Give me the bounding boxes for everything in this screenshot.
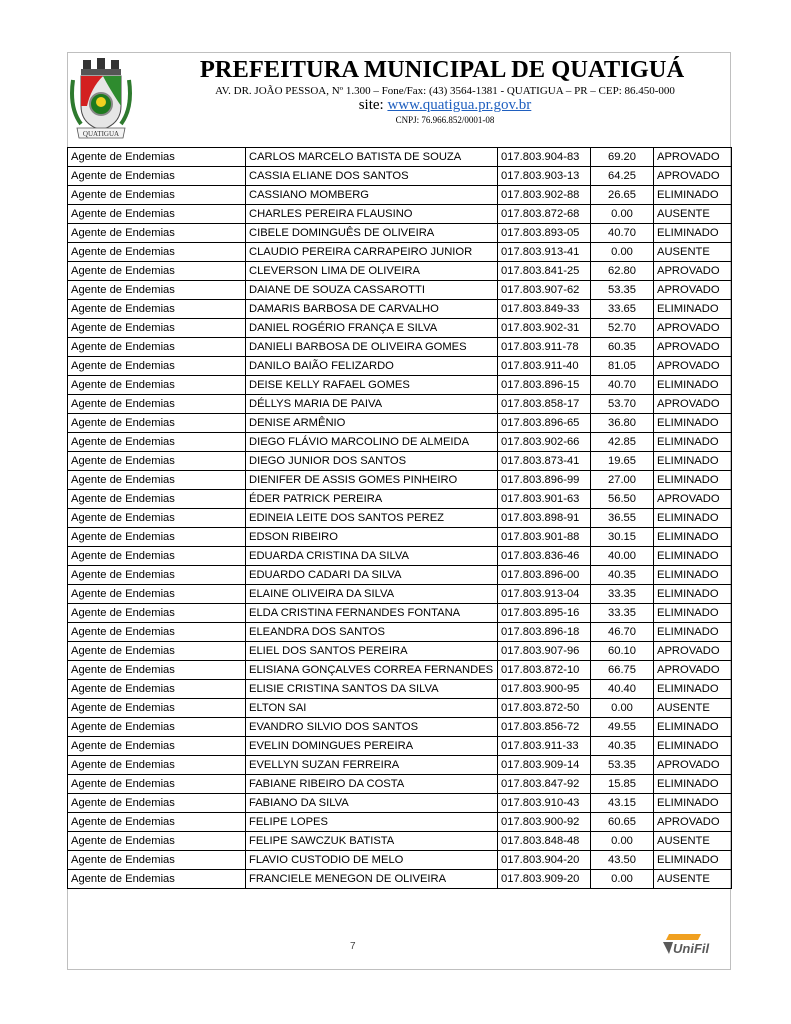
cell-situacao: ELIMINADO <box>654 566 732 585</box>
cell-cargo: Agente de Endemias <box>68 148 246 167</box>
table-row <box>68 737 732 756</box>
cell-cargo: Agente de Endemias <box>68 357 246 376</box>
cell-nome: CHARLES PEREIRA FLAUSINO <box>246 205 498 224</box>
cell-nome: FELIPE SAWCZUK BATISTA <box>246 832 498 851</box>
cell-inscricao: 017.803.903-13 <box>498 167 591 186</box>
cell-nota: 40.70 <box>591 376 654 395</box>
cell-nota: 53.70 <box>591 395 654 414</box>
cell-nota: 64.25 <box>591 167 654 186</box>
cell-nota: 66.75 <box>591 661 654 680</box>
cell-nome: DIENIFER DE ASSIS GOMES PINHEIRO <box>246 471 498 490</box>
cell-nota: 43.50 <box>591 851 654 870</box>
cell-nome: EVELIN DOMINGUES PEREIRA <box>246 737 498 756</box>
svg-text:QUATIGUA: QUATIGUA <box>82 130 120 138</box>
cell-inscricao: 017.803.911-40 <box>498 357 591 376</box>
cell-nota: 56.50 <box>591 490 654 509</box>
cell-nome: DIEGO JUNIOR DOS SANTOS <box>246 452 498 471</box>
cell-inscricao: 017.803.896-15 <box>498 376 591 395</box>
table-row <box>68 509 732 528</box>
cell-nota: 69.20 <box>591 148 654 167</box>
table-row <box>68 870 732 889</box>
cell-nota: 40.35 <box>591 566 654 585</box>
cell-nota: 42.85 <box>591 433 654 452</box>
cell-inscricao: 017.803.872-68 <box>498 205 591 224</box>
cell-nome: FLAVIO CUSTODIO DE MELO <box>246 851 498 870</box>
table-row <box>68 262 732 281</box>
cell-nome: CLEVERSON LIMA DE OLIVEIRA <box>246 262 498 281</box>
cell-nota: 40.35 <box>591 737 654 756</box>
cell-nome: FELIPE LOPES <box>246 813 498 832</box>
cell-cargo: Agente de Endemias <box>68 699 246 718</box>
cell-nome: CLAUDIO PEREIRA CARRAPEIRO JUNIOR <box>246 243 498 262</box>
cell-inscricao: 017.803.847-92 <box>498 775 591 794</box>
cell-situacao: AUSENTE <box>654 699 732 718</box>
cell-nota: 36.80 <box>591 414 654 433</box>
cell-nota: 53.35 <box>591 281 654 300</box>
cnpj-line: CNPJ: 76.966.852/0001-08 <box>395 115 495 125</box>
cell-nota: 0.00 <box>591 832 654 851</box>
cell-nota: 36.55 <box>591 509 654 528</box>
cell-nota: 40.40 <box>591 680 654 699</box>
cell-situacao: APROVADO <box>654 395 732 414</box>
cell-situacao: APROVADO <box>654 338 732 357</box>
cell-inscricao: 017.803.913-04 <box>498 585 591 604</box>
table-row <box>68 167 732 186</box>
table-row <box>68 851 732 870</box>
cell-inscricao: 017.803.872-10 <box>498 661 591 680</box>
cell-cargo: Agente de Endemias <box>68 414 246 433</box>
cell-cargo: Agente de Endemias <box>68 528 246 547</box>
cell-cargo: Agente de Endemias <box>68 243 246 262</box>
cell-cargo: Agente de Endemias <box>68 642 246 661</box>
cell-cargo: Agente de Endemias <box>68 737 246 756</box>
cell-cargo: Agente de Endemias <box>68 433 246 452</box>
cell-inscricao: 017.803.911-33 <box>498 737 591 756</box>
table-row <box>68 490 732 509</box>
cell-nome: ELIEL DOS SANTOS PEREIRA <box>246 642 498 661</box>
cell-inscricao: 017.803.913-41 <box>498 243 591 262</box>
cell-cargo: Agente de Endemias <box>68 319 246 338</box>
table-row <box>68 623 732 642</box>
cell-cargo: Agente de Endemias <box>68 490 246 509</box>
cell-inscricao: 017.803.841-25 <box>498 262 591 281</box>
cell-situacao: APROVADO <box>654 490 732 509</box>
cell-cargo: Agente de Endemias <box>68 471 246 490</box>
table-row <box>68 452 732 471</box>
cell-nota: 0.00 <box>591 205 654 224</box>
unifil-logo-icon <box>661 932 725 956</box>
cell-cargo: Agente de Endemias <box>68 509 246 528</box>
cell-situacao: APROVADO <box>654 642 732 661</box>
cell-inscricao: 017.803.896-65 <box>498 414 591 433</box>
cell-situacao: ELIMINADO <box>654 224 732 243</box>
cell-situacao: ELIMINADO <box>654 851 732 870</box>
table-row <box>68 414 732 433</box>
cell-inscricao: 017.803.902-66 <box>498 433 591 452</box>
cell-cargo: Agente de Endemias <box>68 262 246 281</box>
cell-situacao: ELIMINADO <box>654 471 732 490</box>
cell-situacao: APROVADO <box>654 262 732 281</box>
cell-nota: 19.65 <box>591 452 654 471</box>
cell-cargo: Agente de Endemias <box>68 566 246 585</box>
cell-nota: 0.00 <box>591 243 654 262</box>
cell-situacao: AUSENTE <box>654 243 732 262</box>
site-label: site: <box>358 97 388 113</box>
table-row <box>68 661 732 680</box>
table-row <box>68 756 732 775</box>
table-row <box>68 395 732 414</box>
cell-inscricao: 017.803.909-20 <box>498 870 591 889</box>
table-row <box>68 243 732 262</box>
cell-nome: ELDA CRISTINA FERNANDES FONTANA <box>246 604 498 623</box>
cell-situacao: ELIMINADO <box>654 585 732 604</box>
cell-nome: ELISIE CRISTINA SANTOS DA SILVA <box>246 680 498 699</box>
cell-nota: 43.15 <box>591 794 654 813</box>
cell-inscricao: 017.803.907-96 <box>498 642 591 661</box>
table-row <box>68 699 732 718</box>
cell-nome: DAIANE DE SOUZA CASSAROTTI <box>246 281 498 300</box>
cell-cargo: Agente de Endemias <box>68 186 246 205</box>
cell-inscricao: 017.803.901-63 <box>498 490 591 509</box>
cell-inscricao: 017.803.895-16 <box>498 604 591 623</box>
table-row <box>68 471 732 490</box>
cell-nota: 26.65 <box>591 186 654 205</box>
cell-inscricao: 017.803.904-83 <box>498 148 591 167</box>
cell-nota: 60.65 <box>591 813 654 832</box>
cell-situacao: ELIMINADO <box>654 186 732 205</box>
cell-situacao: ELIMINADO <box>654 547 732 566</box>
site-link[interactable]: www.quatigua.pr.gov.br <box>387 97 532 113</box>
cell-inscricao: 017.803.907-62 <box>498 281 591 300</box>
table-row <box>68 585 732 604</box>
cell-cargo: Agente de Endemias <box>68 167 246 186</box>
cell-nota: 46.70 <box>591 623 654 642</box>
cell-situacao: APROVADO <box>654 167 732 186</box>
results-table <box>67 147 732 889</box>
table-row <box>68 775 732 794</box>
cell-situacao: AUSENTE <box>654 832 732 851</box>
cell-nome: DENISE ARMÊNIO <box>246 414 498 433</box>
cell-nota: 53.35 <box>591 756 654 775</box>
table-row <box>68 832 732 851</box>
cell-situacao: ELIMINADO <box>654 376 732 395</box>
cell-situacao: ELIMINADO <box>654 604 732 623</box>
cell-inscricao: 017.803.911-78 <box>498 338 591 357</box>
cell-nome: FABIANO DA SILVA <box>246 794 498 813</box>
table-row <box>68 528 732 547</box>
cell-inscricao: 017.803.836-46 <box>498 547 591 566</box>
cell-nome: CASSIANO MOMBERG <box>246 186 498 205</box>
cell-cargo: Agente de Endemias <box>68 452 246 471</box>
cell-nome: DANILO BAIÃO FELIZARDO <box>246 357 498 376</box>
cell-inscricao: 017.803.902-31 <box>498 319 591 338</box>
table-row <box>68 281 732 300</box>
cell-nota: 0.00 <box>591 870 654 889</box>
cell-nome: CARLOS MARCELO BATISTA DE SOUZA <box>246 148 498 167</box>
cell-nome: DEISE KELLY RAFAEL GOMES <box>246 376 498 395</box>
cell-inscricao: 017.803.909-14 <box>498 756 591 775</box>
cell-nota: 33.65 <box>591 300 654 319</box>
cell-inscricao: 017.803.896-18 <box>498 623 591 642</box>
cell-situacao: APROVADO <box>654 813 732 832</box>
cell-cargo: Agente de Endemias <box>68 338 246 357</box>
cell-nome: ELEANDRA DOS SANTOS <box>246 623 498 642</box>
table-row <box>68 319 732 338</box>
cell-inscricao: 017.803.849-33 <box>498 300 591 319</box>
cell-situacao: ELIMINADO <box>654 528 732 547</box>
cell-inscricao: 017.803.893-05 <box>498 224 591 243</box>
cell-nome: EDINEIA LEITE DOS SANTOS PEREZ <box>246 509 498 528</box>
results-table-body <box>68 148 732 889</box>
cell-nota: 49.55 <box>591 718 654 737</box>
cell-nome: DAMARIS BARBOSA DE CARVALHO <box>246 300 498 319</box>
cell-cargo: Agente de Endemias <box>68 661 246 680</box>
cell-nota: 30.15 <box>591 528 654 547</box>
cell-nota: 33.35 <box>591 604 654 623</box>
cell-nome: ÉDER PATRICK PEREIRA <box>246 490 498 509</box>
cell-nome: FABIANE RIBEIRO DA COSTA <box>246 775 498 794</box>
cell-situacao: APROVADO <box>654 661 732 680</box>
cell-nome: ELISIANA GONÇALVES CORREA FERNANDES <box>246 661 498 680</box>
cell-nome: DIEGO FLÁVIO MARCOLINO DE ALMEIDA <box>246 433 498 452</box>
cell-cargo: Agente de Endemias <box>68 851 246 870</box>
cell-situacao: ELIMINADO <box>654 433 732 452</box>
cell-situacao: ELIMINADO <box>654 775 732 794</box>
cell-inscricao: 017.803.910-43 <box>498 794 591 813</box>
table-row <box>68 566 732 585</box>
cell-nota: 81.05 <box>591 357 654 376</box>
cell-inscricao: 017.803.856-72 <box>498 718 591 737</box>
cell-nome: EDUARDO CADARI DA SILVA <box>246 566 498 585</box>
table-row <box>68 376 732 395</box>
cell-nome: ELTON SAI <box>246 699 498 718</box>
cell-nota: 0.00 <box>591 699 654 718</box>
cell-cargo: Agente de Endemias <box>68 547 246 566</box>
svg-text:UniFil: UniFil <box>673 941 710 956</box>
table-row <box>68 357 732 376</box>
cell-cargo: Agente de Endemias <box>68 813 246 832</box>
table-row <box>68 300 732 319</box>
cell-nome: DANIEL ROGÉRIO FRANÇA E SILVA <box>246 319 498 338</box>
cell-cargo: Agente de Endemias <box>68 623 246 642</box>
cell-situacao: ELIMINADO <box>654 680 732 699</box>
cell-cargo: Agente de Endemias <box>68 794 246 813</box>
table-row <box>68 547 732 566</box>
cell-cargo: Agente de Endemias <box>68 870 246 889</box>
table-row <box>68 604 732 623</box>
cell-cargo: Agente de Endemias <box>68 585 246 604</box>
cell-situacao: ELIMINADO <box>654 414 732 433</box>
cell-nota: 60.10 <box>591 642 654 661</box>
cell-situacao: ELIMINADO <box>654 737 732 756</box>
cell-inscricao: 017.803.858-17 <box>498 395 591 414</box>
cell-situacao: APROVADO <box>654 281 732 300</box>
cell-inscricao: 017.803.896-99 <box>498 471 591 490</box>
page-title: PREFEITURA MUNICIPAL DE QUATIGUÁ <box>199 56 685 83</box>
page-number: 7 <box>350 941 356 952</box>
cell-nota: 52.70 <box>591 319 654 338</box>
cell-nota: 60.35 <box>591 338 654 357</box>
table-row <box>68 148 732 167</box>
cell-inscricao: 017.803.896-00 <box>498 566 591 585</box>
cell-cargo: Agente de Endemias <box>68 205 246 224</box>
address-line: AV. DR. JOÃO PESSOA, Nº 1.300 – Fone/Fax: (43) 3564-1381 - QUATIGUA – PR – CEP: 86.450-000 <box>215 85 675 97</box>
cell-inscricao: 017.803.848-48 <box>498 832 591 851</box>
cell-cargo: Agente de Endemias <box>68 300 246 319</box>
cell-situacao: APROVADO <box>654 148 732 167</box>
cell-inscricao: 017.803.904-20 <box>498 851 591 870</box>
cell-inscricao: 017.803.900-92 <box>498 813 591 832</box>
cell-inscricao: 017.803.898-91 <box>498 509 591 528</box>
letterhead <box>67 52 731 147</box>
table-row <box>68 433 732 452</box>
cell-nota: 40.00 <box>591 547 654 566</box>
cell-nota: 27.00 <box>591 471 654 490</box>
cell-nome: FRANCIELE MENEGON DE OLIVEIRA <box>246 870 498 889</box>
cell-situacao: APROVADO <box>654 319 732 338</box>
table-row <box>68 224 732 243</box>
cell-cargo: Agente de Endemias <box>68 718 246 737</box>
table-row <box>68 642 732 661</box>
cell-cargo: Agente de Endemias <box>68 604 246 623</box>
cell-inscricao: 017.803.902-88 <box>498 186 591 205</box>
site-line <box>185 97 705 114</box>
municipal-crest-icon <box>69 58 133 144</box>
cell-nota: 62.80 <box>591 262 654 281</box>
table-row <box>68 794 732 813</box>
cell-cargo: Agente de Endemias <box>68 775 246 794</box>
table-row <box>68 813 732 832</box>
cell-nome: DÉLLYS MARIA DE PAIVA <box>246 395 498 414</box>
cell-situacao: ELIMINADO <box>654 452 732 471</box>
cell-nome: EVELLYN SUZAN FERREIRA <box>246 756 498 775</box>
cell-cargo: Agente de Endemias <box>68 680 246 699</box>
cell-cargo: Agente de Endemias <box>68 756 246 775</box>
table-row <box>68 680 732 699</box>
table-row <box>68 338 732 357</box>
cell-situacao: APROVADO <box>654 756 732 775</box>
cell-situacao: ELIMINADO <box>654 300 732 319</box>
cell-nome: DANIELI BARBOSA DE OLIVEIRA GOMES <box>246 338 498 357</box>
cell-cargo: Agente de Endemias <box>68 224 246 243</box>
cell-situacao: APROVADO <box>654 357 732 376</box>
cell-situacao: ELIMINADO <box>654 509 732 528</box>
cell-nome: CASSIA ELIANE DOS SANTOS <box>246 167 498 186</box>
table-row <box>68 186 732 205</box>
cell-situacao: AUSENTE <box>654 870 732 889</box>
cell-situacao: ELIMINADO <box>654 794 732 813</box>
cell-situacao: AUSENTE <box>654 205 732 224</box>
cell-nome: EDSON RIBEIRO <box>246 528 498 547</box>
cell-nota: 33.35 <box>591 585 654 604</box>
table-row <box>68 718 732 737</box>
cell-nome: EDUARDA CRISTINA DA SILVA <box>246 547 498 566</box>
cell-cargo: Agente de Endemias <box>68 832 246 851</box>
table-row <box>68 205 732 224</box>
cell-nome: ELAINE OLIVEIRA DA SILVA <box>246 585 498 604</box>
cell-cargo: Agente de Endemias <box>68 281 246 300</box>
cell-situacao: ELIMINADO <box>654 718 732 737</box>
cell-cargo: Agente de Endemias <box>68 395 246 414</box>
cell-inscricao: 017.803.901-88 <box>498 528 591 547</box>
cell-nome: CIBELE DOMINGUÊS DE OLIVEIRA <box>246 224 498 243</box>
cell-cargo: Agente de Endemias <box>68 376 246 395</box>
cell-inscricao: 017.803.873-41 <box>498 452 591 471</box>
cell-inscricao: 017.803.872-50 <box>498 699 591 718</box>
cell-situacao: ELIMINADO <box>654 623 732 642</box>
cell-nome: EVANDRO SILVIO DOS SANTOS <box>246 718 498 737</box>
cell-nota: 15.85 <box>591 775 654 794</box>
cell-inscricao: 017.803.900-95 <box>498 680 591 699</box>
cell-nota: 40.70 <box>591 224 654 243</box>
